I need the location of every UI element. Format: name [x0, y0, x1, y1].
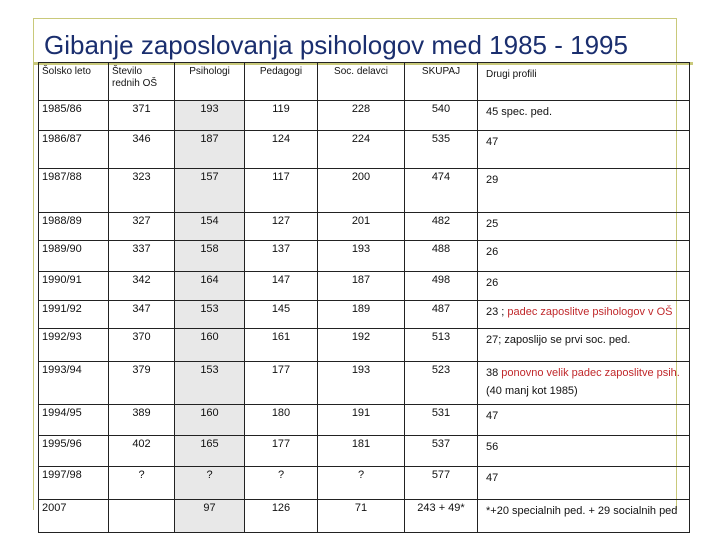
other-profiles-cell — [478, 272, 690, 301]
other-profiles-cell — [478, 467, 690, 500]
page-title: Gibanje zaposlovanja psihologov med 1985 - 1995 — [44, 30, 628, 60]
school-count-cell: 379 — [109, 362, 175, 405]
other-profiles-note-tail: (40 manj kot 1985) — [486, 385, 578, 397]
total-cell: 487 — [405, 301, 478, 329]
pedagogues-cell: 127 — [245, 213, 318, 241]
total-cell: 537 — [405, 436, 478, 467]
school-year-cell: 1994/95 — [39, 405, 109, 436]
other-profiles-text: 27; zaposlijo se prvi soc. ped. — [486, 334, 631, 346]
psychologists-cell: 154 — [175, 213, 245, 241]
school-year-cell: 1988/89 — [39, 213, 109, 241]
pedagogues-cell: ? — [245, 467, 318, 500]
table-row — [39, 301, 690, 329]
other-profiles-text: 26 — [486, 246, 499, 258]
other-profiles-note: ponovno velik padec zaposlitve psih. — [501, 367, 680, 379]
other-profiles-cell — [478, 301, 690, 329]
school-count-cell: 337 — [109, 241, 175, 272]
psychologists-cell: 164 — [175, 272, 245, 301]
school-year-cell: 1986/87 — [39, 131, 109, 169]
total-cell: 540 — [405, 101, 478, 131]
pedagogues-cell: 119 — [245, 101, 318, 131]
other-profiles-text: 38 — [486, 367, 502, 379]
table-row — [39, 241, 690, 272]
table-row — [39, 500, 690, 533]
school-count-cell: 347 — [109, 301, 175, 329]
school-year-cell: 1985/86 — [39, 101, 109, 131]
school-count-cell: 371 — [109, 101, 175, 131]
pedagogues-cell: 145 — [245, 301, 318, 329]
school-year-cell: 1987/88 — [39, 169, 109, 213]
pedagogues-cell: 161 — [245, 329, 318, 362]
total-cell: 531 — [405, 405, 478, 436]
school-count-cell: 389 — [109, 405, 175, 436]
table-row — [39, 131, 690, 169]
table-row — [39, 405, 690, 436]
psychologists-cell: ? — [175, 467, 245, 500]
header-other-profiles: Drugi profili — [478, 63, 690, 101]
other-profiles-cell — [478, 500, 690, 533]
total-cell: 535 — [405, 131, 478, 169]
pedagogues-cell: 177 — [245, 436, 318, 467]
psychologists-cell: 193 — [175, 101, 245, 131]
other-profiles-note: padec zaposlitve psihologov v OŠ — [507, 306, 673, 318]
school-year-cell: 1989/90 — [39, 241, 109, 272]
table-row — [39, 329, 690, 362]
other-profiles-text: 45 spec. ped. — [486, 106, 553, 118]
other-profiles-cell — [478, 169, 690, 213]
table-row — [39, 272, 690, 301]
social-workers-cell: 193 — [318, 362, 405, 405]
social-workers-cell: 189 — [318, 301, 405, 329]
school-year-cell: 1992/93 — [39, 329, 109, 362]
other-profiles-text: 23 ; — [486, 306, 508, 318]
psychologists-cell: 157 — [175, 169, 245, 213]
school-count-cell: 342 — [109, 272, 175, 301]
psychologists-cell: 153 — [175, 301, 245, 329]
other-profiles-text: 25 — [486, 218, 499, 230]
school-count-cell — [109, 500, 175, 533]
pedagogues-cell: 177 — [245, 362, 318, 405]
header-social-workers: Soc. delavci — [318, 63, 405, 101]
school-count-cell: 346 — [109, 131, 175, 169]
header-pedagogues: Pedagogi — [245, 63, 318, 101]
school-count-cell: ? — [109, 467, 175, 500]
total-cell: 498 — [405, 272, 478, 301]
header-total: SKUPAJ — [405, 63, 478, 101]
pedagogues-cell: 126 — [245, 500, 318, 533]
psychologists-cell: 160 — [175, 405, 245, 436]
table-row — [39, 362, 690, 405]
school-year-cell: 1993/94 — [39, 362, 109, 405]
other-profiles-cell — [478, 329, 690, 362]
other-profiles-text: 26 — [486, 277, 499, 289]
psychologists-cell: 158 — [175, 241, 245, 272]
table-row — [39, 467, 690, 500]
psychologists-cell: 153 — [175, 362, 245, 405]
school-year-cell: 1997/98 — [39, 467, 109, 500]
frame-top-line — [33, 18, 677, 19]
total-cell: 488 — [405, 241, 478, 272]
other-profiles-text: 47 — [486, 136, 499, 148]
pedagogues-cell: 117 — [245, 169, 318, 213]
other-profiles-cell — [478, 241, 690, 272]
social-workers-cell: 201 — [318, 213, 405, 241]
school-count-cell: 402 — [109, 436, 175, 467]
total-cell: 474 — [405, 169, 478, 213]
school-year-cell: 1995/96 — [39, 436, 109, 467]
other-profiles-text: 47 — [486, 472, 499, 484]
social-workers-cell: 191 — [318, 405, 405, 436]
social-workers-cell: 71 — [318, 500, 405, 533]
total-cell: 577 — [405, 467, 478, 500]
school-count-cell: 327 — [109, 213, 175, 241]
table-row — [39, 213, 690, 241]
social-workers-cell: 187 — [318, 272, 405, 301]
total-cell: 523 — [405, 362, 478, 405]
total-cell: 513 — [405, 329, 478, 362]
other-profiles-cell — [478, 362, 690, 405]
social-workers-cell: 181 — [318, 436, 405, 467]
table-header-row — [39, 63, 690, 101]
psychologists-cell: 160 — [175, 329, 245, 362]
other-profiles-cell — [478, 405, 690, 436]
frame-left-line — [33, 18, 34, 510]
psychologists-cell: 97 — [175, 500, 245, 533]
table-row — [39, 436, 690, 467]
social-workers-cell: 228 — [318, 101, 405, 131]
pedagogues-cell: 124 — [245, 131, 318, 169]
social-workers-cell: 200 — [318, 169, 405, 213]
social-workers-cell: ? — [318, 467, 405, 500]
psychologists-cell: 165 — [175, 436, 245, 467]
social-workers-cell: 192 — [318, 329, 405, 362]
other-profiles-cell — [478, 101, 690, 131]
other-profiles-text: 56 — [486, 441, 499, 453]
social-workers-cell: 193 — [318, 241, 405, 272]
pedagogues-cell: 137 — [245, 241, 318, 272]
header-school-count: Število rednih OŠ — [109, 63, 175, 101]
other-profiles-cell — [478, 213, 690, 241]
social-workers-cell: 224 — [318, 131, 405, 169]
school-year-cell: 1990/91 — [39, 272, 109, 301]
total-cell: 482 — [405, 213, 478, 241]
employment-table — [38, 62, 690, 533]
pedagogues-cell: 147 — [245, 272, 318, 301]
school-year-cell: 2007 — [39, 500, 109, 533]
school-count-cell: 323 — [109, 169, 175, 213]
other-profiles-cell — [478, 436, 690, 467]
header-school-year: Šolsko leto — [39, 63, 109, 101]
total-cell: 243 + 49* — [405, 500, 478, 533]
other-profiles-text: *+20 specialnih ped. + 29 socialnih ped — [486, 505, 678, 517]
pedagogues-cell: 180 — [245, 405, 318, 436]
table-row — [39, 169, 690, 213]
psychologists-cell: 187 — [175, 131, 245, 169]
table-row — [39, 101, 690, 131]
other-profiles-text: 29 — [486, 174, 499, 186]
other-profiles-text: 47 — [486, 410, 499, 422]
other-profiles-cell — [478, 131, 690, 169]
school-year-cell: 1991/92 — [39, 301, 109, 329]
school-count-cell: 370 — [109, 329, 175, 362]
header-psychologists: Psihologi — [175, 63, 245, 101]
